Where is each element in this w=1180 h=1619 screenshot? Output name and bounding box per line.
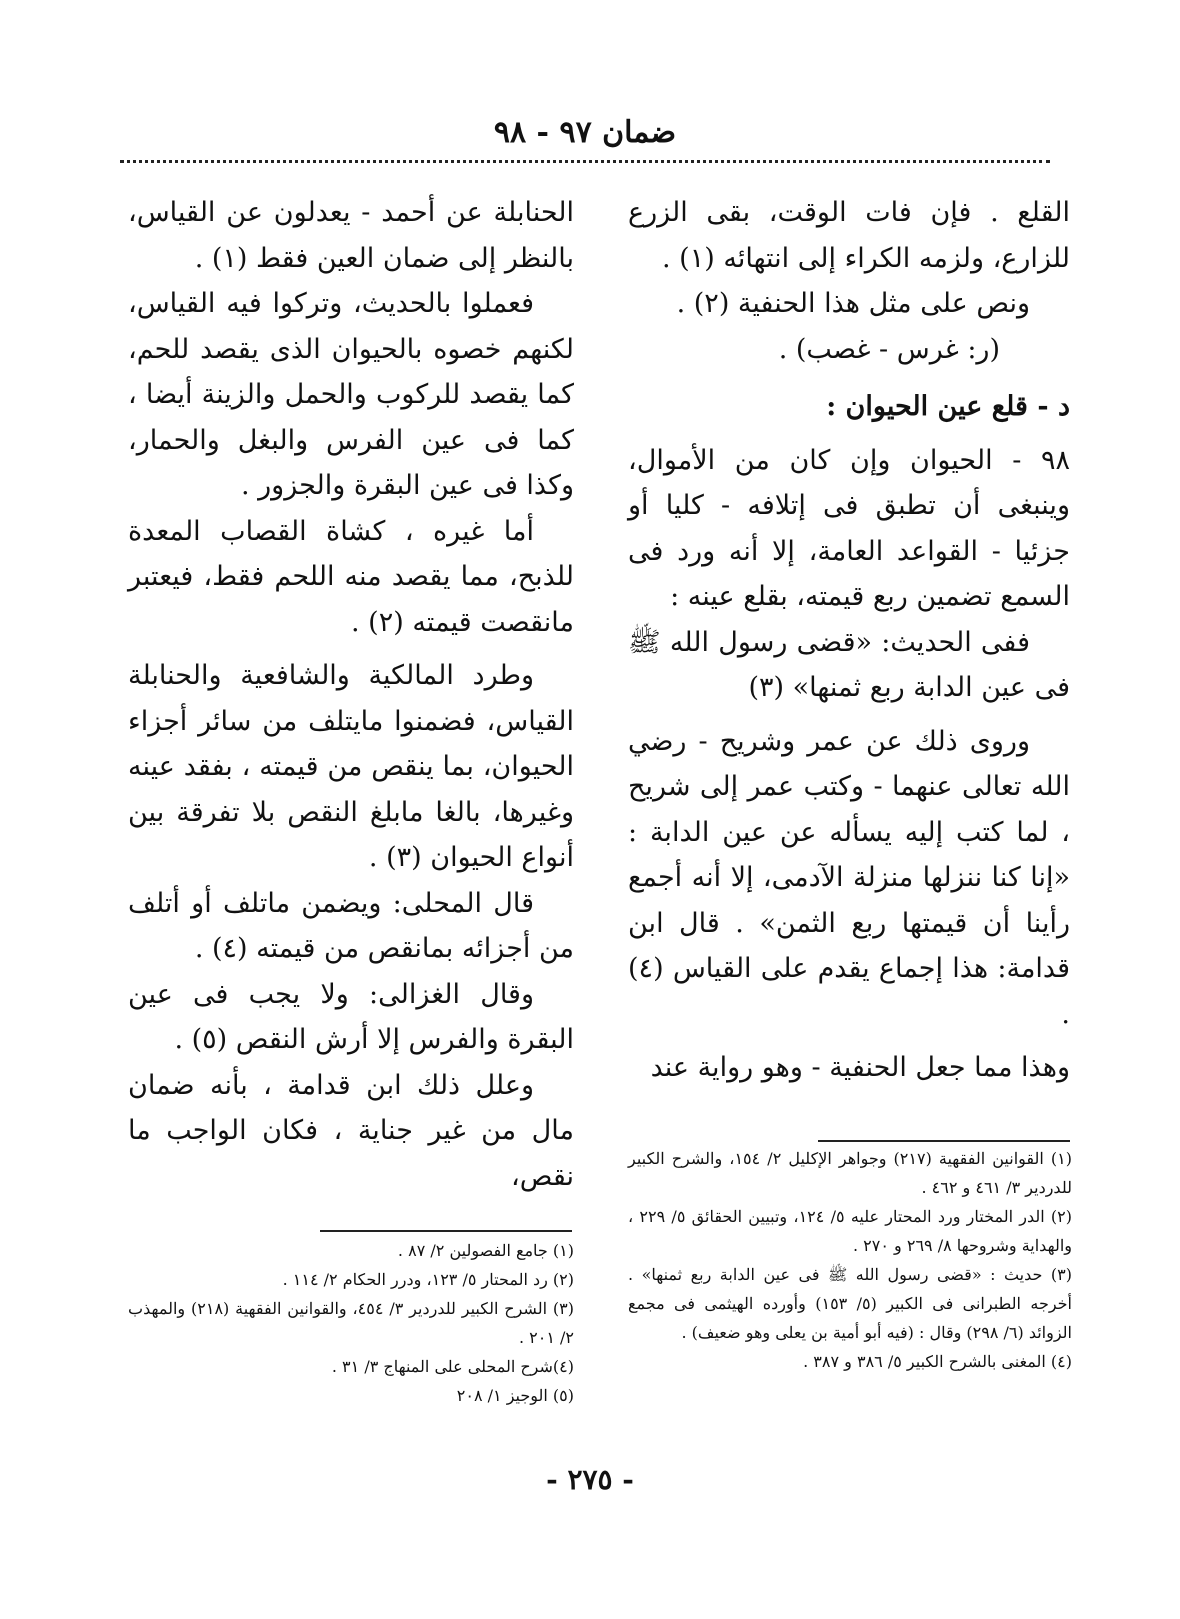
footnote: (٣) حديث : «قضى رسول الله ﷺ فى عين الدابة ربع ثمنها» . أخرجه الطبرانى فى الكبير (٥/ ١٥٣) وأورده الهيثمى فى مجمع الزوائد (٦/ ٢٩٨) وقال : (فيه أبو أمية بن يعلى وهو ضعيف) . (628, 1265, 1072, 1342)
footnote: (٤)شرح المحلى على المنهاج ٣/ ٣١ . (331, 1357, 574, 1376)
paragraph: ونص على مثل هذا الحنفية (٢) . (676, 288, 1030, 319)
page-title: ضمان ٩٧ - ٩٨ (493, 115, 677, 150)
paragraph: القلع . فإن فات الوقت، بقى الزرع للزارع، ولزمه الكراء إلى انتهائه (١) . (628, 197, 1070, 274)
footnote: (١) جامع الفصولين ٢/ ٨٧ . (397, 1241, 574, 1260)
paragraph: ٩٨ - الحيوان وإن كان من الأموال، وينبغى أن تطبق فى إتلافه - كليا أو جزئيا - القواعد العامة، إلا أنه ورد فى السمع تضمين ربع قيمته، بقلع عينه : (628, 444, 1070, 612)
footnote: (٣) الشرح الكبير للدردير ٣/ ٤٥٤، والقوانين الفقهية (٢١٨) والمهذب ٢/ ٢٠١ . (128, 1299, 574, 1347)
section-heading: د - قلع عين الحيوان : (826, 391, 1070, 422)
footnote-divider (818, 1140, 1070, 1142)
paragraph: (ر: غرس - غصب) . (778, 333, 1000, 365)
paragraph: الحنابلة عن أحمد - يعدلون عن القياس، بالنظر إلى ضمان العين فقط (١) . (128, 197, 574, 274)
left-column (128, 190, 574, 1199)
footnote: (١) القوانين الفقهية (٢١٧) وجواهر الإكليل ٢/ ١٥٤، والشرح الكبير للدردير ٣/ ٤٦١ و ٤٦٢ . (628, 1149, 1072, 1197)
paragraph: ففى الحديث: «قضى رسول الله ﷺ فى عين الدابة ربع ثمنها» (٣) (628, 626, 1070, 703)
footnote: (٥) الوجيز ١/ ٢٠٨ (456, 1386, 574, 1405)
footnote-divider (320, 1230, 572, 1232)
footnote: (٤) المغنى بالشرح الكبير ٥/ ٣٨٦ و ٣٨٧ . (803, 1352, 1072, 1371)
paragraph: وعلل ذلك ابن قدامة ، بأنه ضمان مال من غير جناية ، فكان الواجب ما نقص، (128, 1069, 574, 1192)
footnote: (٢) رد المحتار ٥/ ١٢٣، ودرر الحكام ٢/ ١١٤ . (282, 1270, 574, 1289)
paragraph: وقال الغزالى: ولا يجب فى عين البقرة والفرس إلا أرش النقص (٥) . (128, 978, 574, 1055)
paragraph: وروى ذلك عن عمر وشريح - رضي الله تعالى عنهما - وكتب عمر إلى شريح ، لما كتب إليه يسأله عن عين الدابة : «إنا كنا ننزلها منزلة الآدمى، إلا أنه أجمع رأينا أن قيمتها ربع الثمن» . قال ابن قدامة: هذا إجماع يقدم على القياس (٤) . (628, 725, 1070, 1030)
footnote: (٢) الدر المختار ورد المحتار عليه ٥/ ١٢٤، وتبيين الحقائق ٥/ ٢٢٩ ، والهداية وشروحها ٨/ ٢٦٩ و ٢٧٠ . (628, 1207, 1073, 1255)
page-number: - ٢٧٥ - (546, 1463, 634, 1496)
header-divider (120, 160, 1050, 163)
footnotes-right (628, 1144, 1072, 1376)
paragraph: وطرد المالكية والشافعية والحنابلة القياس، فضمنوا مايتلف من سائر أجزاء الحيوان، بما ينقص من قيمته ، بفقد عينه وغيرها، بالغا مابلغ النقص بلا تفرقة بين أنواع الحيوان (٣) . (128, 660, 574, 873)
paragraph: أما غيره ، كشاة القصاب المعدة للذبح، مما يقصد منه اللحم فقط، فيعتبر مانقصت قيمته (٢) . (128, 515, 574, 638)
paragraph: وهذا مما جعل الحنفية - وهو رواية عند (650, 1052, 1070, 1083)
paragraph: فعملوا بالحديث، وتركوا فيه القياس، لكنهم خصوه بالحيوان الذى يقصد للحم، كما يقصد للركوب والحمل والزينة أيضا ، كما فى عين الفرس والبغل والحمار، وكذا فى عين البقرة والجزور . (128, 288, 574, 501)
footnotes-left (128, 1236, 574, 1410)
right-column (628, 190, 1070, 1091)
paragraph: قال المحلى: ويضمن ماتلف أو أتلف من أجزائه بمانقص من قيمته (٤) . (128, 887, 574, 964)
